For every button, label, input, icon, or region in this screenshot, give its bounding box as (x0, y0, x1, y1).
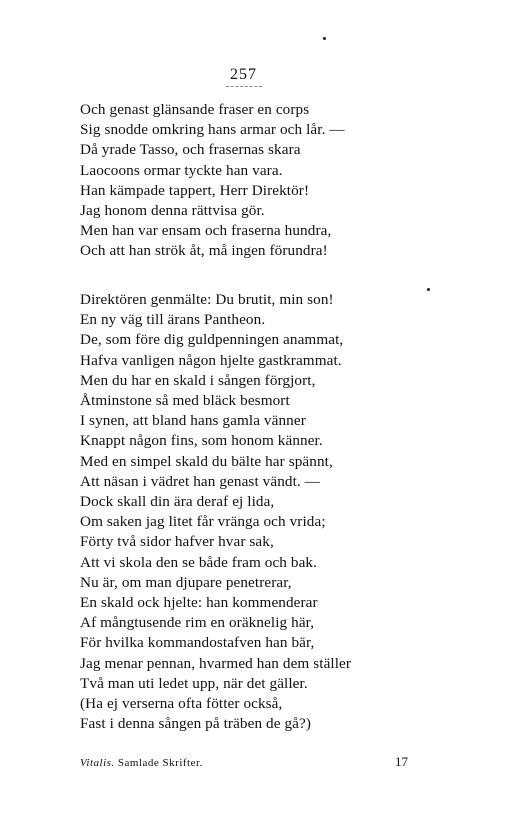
footer-book-title: Samlade Skrifter. (117, 757, 203, 769)
stanza-first (80, 100, 345, 262)
verse-line: Om saken jag litet får vränga och vrida; (80, 513, 326, 531)
verse-line: Laocoons ormar tyckte han vara. (80, 161, 283, 179)
verse-line: Och genast glänsande fraser en corps (80, 101, 310, 118)
verse-line: Med en simpel skald du bälte har spännt, (80, 452, 333, 470)
print-speck (323, 37, 326, 40)
verse-line: För hvilka kommandostafven han bär, (80, 634, 315, 652)
verse-line: En ny väg till ärans Pantheon. (80, 311, 266, 329)
verse-line: Fast i denna sången på träben de gå?) (80, 715, 312, 733)
verse-line: Och att han strök åt, må ingen förundra! (80, 242, 328, 260)
verse-line: Jag menar pennan, hvarmed han dem ställer (80, 654, 352, 672)
footer-sheet-number: 17 (395, 754, 408, 769)
verse-line: Att vi skola den se både fram och bak. (80, 553, 318, 571)
verse-line: Af mångtusende rim en oräknelig här, (80, 614, 315, 632)
verse-line: Han kämpade tappert, Herr Direktör! (80, 181, 310, 199)
verse-line: De, som före dig guldpenningen anammat, (80, 331, 344, 349)
verse-line: Två man uti ledet upp, när det gäller. (80, 674, 308, 692)
verse-line: Men du har en skald i sången förgjort, (80, 371, 316, 389)
footer-author: Vitalis. (80, 757, 115, 769)
verse-line: Jag honom denna rättvisa gör. (80, 202, 265, 220)
page-number-rule (226, 86, 262, 87)
verse-line: Nu är, om man djupare penetrerar, (80, 573, 292, 591)
footer-signature (80, 757, 203, 769)
verse-line: En skald ock hjelte: han kommenderar (80, 594, 318, 612)
page-footer (80, 754, 408, 770)
verse-line: I synen, att bland hans gamla vänner (80, 412, 306, 430)
verse-line: Sig snodde omkring hans armar och lår. — (80, 121, 345, 139)
verse-line: Förty två sidor hafver hvar sak, (80, 533, 274, 551)
verse-line: Att näsan i vädret han genast vändt. — (80, 472, 320, 490)
stanza-second (80, 290, 351, 734)
print-speck (427, 288, 430, 291)
verse-line: (Ha ej verserna ofta fötter också, (80, 695, 283, 713)
verse-line: Hafva vanligen någon hjelte gastkrammat. (80, 351, 342, 369)
verse-line: Då yrade Tasso, och frasernas skara (80, 141, 301, 159)
verse-line: Knappt någon fins, som honom känner. (80, 432, 323, 450)
verse-line: Dock skall din ära deraf ej lida, (80, 493, 275, 511)
verse-line: Men han var ensam och fraserna hundra, (80, 222, 332, 240)
page-number: 257 (230, 66, 257, 83)
verse-line: Åtminstone så med bläck besmort (80, 392, 290, 410)
verse-line: Direktören genmälte: Du brutit, min son! (80, 291, 334, 308)
